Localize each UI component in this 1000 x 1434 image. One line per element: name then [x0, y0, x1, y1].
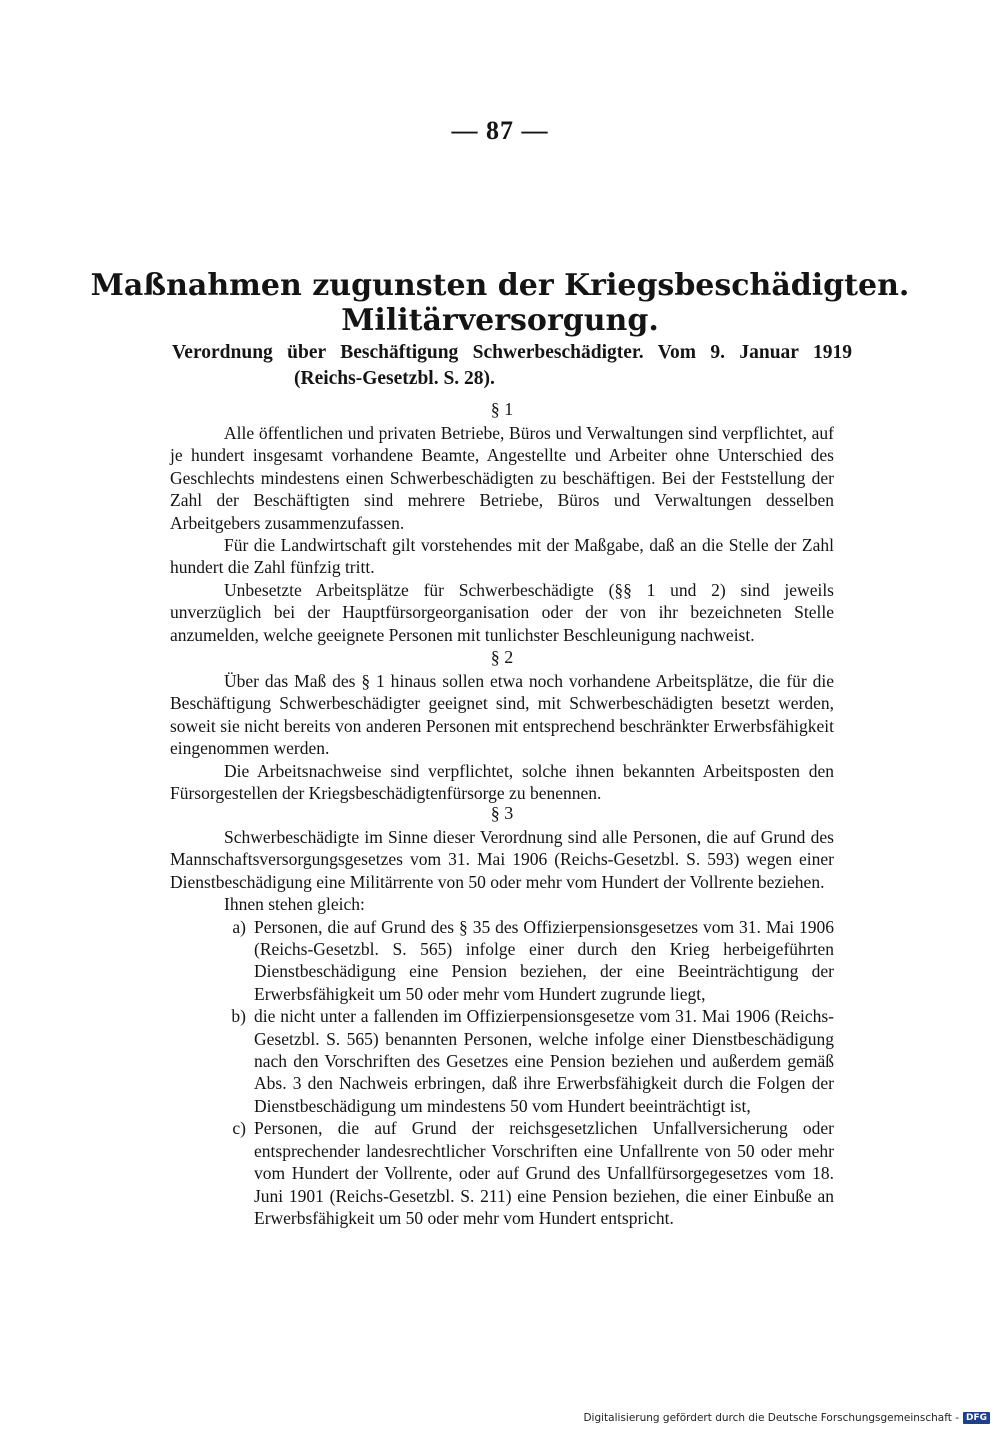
section-1-sign: § 1: [490, 399, 514, 419]
list-label-c: c): [232, 1118, 246, 1139]
section-1-paragraph-3: Unbesetzte Arbeitsplätze für Schwerbeschädigte (§§ 1 und 2) sind jeweils unverzüglich bei der Hauptfürsorgeorganisation oder der von ihr bezeichneten Stelle anzumelden, welche geeignete Personen mit tunlichster Beschleunigung nachweist.: [170, 579, 834, 645]
section-3-list: [170, 916, 834, 1230]
section-2-paragraph-2: Die Arbeitsnachweise sind verpflichtet, solche ihnen bekannten Arbeitsposten den Fürsorgestellen der Kriegsbeschädigtenfürsorge zu benennen.: [170, 760, 834, 804]
section-3-paragraph-1: Schwerbeschädigte im Sinne dieser Verordnung sind alle Personen, die auf Grund des Mannschaftsversorgungsgesetzes vom 31. Mai 1906 (Reichs-Gesetzbl. S. 593) wegen einer Dienstbeschädigung eine Militärrente von 50 oder mehr vom Hundert der Vollrente beziehen.: [170, 827, 834, 892]
decree-heading: [172, 340, 852, 392]
section-1-paragraph-1: Alle öffentlichen und privaten Betriebe, Büros und Verwaltungen sind verpflichtet, auf je hundert insgesamt vorhandene Beamte, Angestellte und Arbeiter ohne Unterschied des Geschlechts mindestens einen Schwerbeschädigten zu beschäftigen. Bei der Feststellung der Zahl der Beschäftigten sind mehrere Betriebe, Büros und Verwaltungen desselben Arbeitgebers zusammenzufassen.: [170, 423, 834, 533]
footer-credit-text: Digitalisierung gefördert durch die Deutsche Forschungsgemeinschaft -: [583, 1412, 959, 1424]
list-item-b: [170, 1005, 834, 1117]
section-2-sign: § 2: [490, 647, 514, 667]
page-number: — 87 —: [451, 116, 549, 145]
list-item-c: [170, 1117, 834, 1229]
footer-credit: [583, 1412, 990, 1424]
list-label-b: b): [231, 1006, 246, 1027]
decree-citation-line: (Reichs-Gesetzbl. S. 28).: [294, 368, 495, 389]
list-text-a: Personen, die auf Grund des § 35 des Offizierpensionsgesetzes vom 31. Mai 1906 (Reichs-Gesetzbl. S. 565) infolge einer durch den Krieg herbeigeführten Dienstbeschädigung eine Pension beziehen, der eine Beeinträchtigung der Erwerbsfähigkeit um 50 oder mehr vom Hundert zugrunde liegt,: [254, 916, 834, 1004]
document-title: Maßnahmen zugunsten der Kriegsbeschädigten.: [90, 268, 910, 303]
list-text-c: Personen, die auf Grund der reichsgesetzlichen Unfallversicherung oder entsprechender landesrechtlicher Vorschriften eine Unfallrente von 50 oder mehr vom Hundert der Vollrente, oder auf Grund des Unfallfürsorgegesetzes vom 18. Juni 1901 (Reichs-Gesetzbl. S. 211) eine Pension beziehen, die einer Einbuße an Erwerbsfähigkeit um 50 oder mehr vom Hundert entspricht.: [254, 1118, 834, 1228]
section-1-paragraph-2: Für die Landwirtschaft gilt vorstehendes mit der Maßgabe, daß an die Stelle der Zahl hundert die Zahl fünfzig tritt.: [170, 535, 834, 578]
section-2: [170, 644, 834, 804]
section-3-sign: § 3: [490, 803, 514, 823]
section-2-paragraph-1: Über das Maß des § 1 hinaus sollen etwa noch vorhandene Arbeitsplätze, die für die Beschäftigung Schwerbeschädigter geeignet sind, mit Schwerbeschädigten besetzt werden, soweit sie nicht bereits von anderen Personen mit entsprechend beschränkter Erwerbsfähigkeit eingenommen werden.: [170, 671, 834, 759]
section-3: [170, 800, 834, 1229]
section-3-intro: Ihnen stehen gleich:: [224, 894, 365, 915]
list-text-b: die nicht unter a fallenden im Offizierpensionsgesetze vom 31. Mai 1906 (Reichs-Gesetzbl. S. 565) benannten Personen, welche infolge einer Dienstbeschädigung nach den Vorschriften des Gesetzes eine Pension beziehen und außerdem gemäß Abs. 3 den Nachweis erbringen, daß ihre Erwerbsfähigkeit durch die Folgen der Dienstbeschädigung um mindestens 50 vom Hundert beeinträchtigt ist,: [254, 1006, 834, 1116]
section-1: [170, 396, 834, 646]
decree-title-line: Verordnung über Beschäftigung Schwerbeschädigter. Vom 9. Januar 1919: [172, 342, 852, 363]
document-subtitle: Militärversorgung.: [341, 303, 659, 338]
list-item-a: [170, 916, 834, 1006]
dfg-logo: DFG: [963, 1412, 990, 1424]
list-label-a: a): [232, 916, 246, 937]
